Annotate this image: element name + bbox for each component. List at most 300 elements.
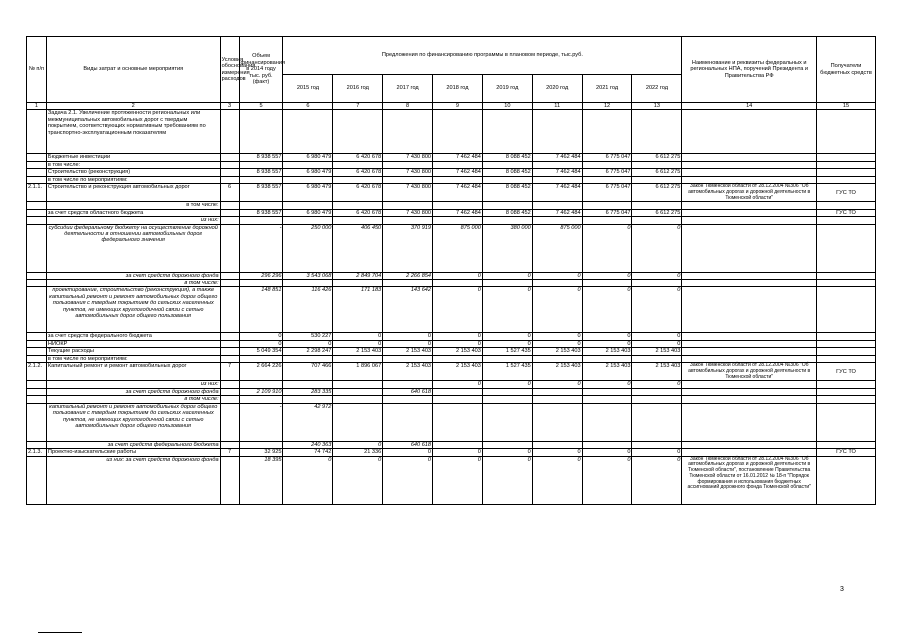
row-volume-2014 [239,217,283,224]
row-recipient [817,217,876,224]
row-volume-2014 [239,110,283,154]
row-year-value [333,381,383,388]
table-row [27,110,876,154]
row-year-value [582,110,632,154]
row-year-value: 171 183 [333,287,383,333]
row-year-value: 0 [532,449,582,456]
row-year-value [632,388,682,395]
row-name: из них: [46,217,220,224]
row-year-value [582,217,632,224]
table-row [27,441,876,448]
table-row [27,209,876,216]
row-year-value: 2 153 403 [582,348,632,355]
row-year-value: 42 972 [283,403,333,441]
row-year-value: 6 420 678 [333,184,383,202]
row-name: в том числе: [46,202,220,209]
row-year-value: 0 [433,340,483,347]
row-recipient [817,224,876,272]
row-condition [220,456,239,504]
row-year-value: 0 [582,340,632,347]
row-year-value [582,441,632,448]
row-year-value: 8 088 452 [482,184,532,202]
row-name: проектирование, строительство (реконструкция), а также капитальный ремонт и ремонт автомобильных дорог общего пользования с твердым покрытием до сельских населенных пунктов, не имеющих круглогодичной связи с сетью автомобильных дорог общего пользования [46,287,220,333]
table-row [27,154,876,161]
row-year-value [632,280,682,287]
row-year-value [283,396,333,403]
column-number: 13 [632,103,682,110]
row-year-value: 7 462 484 [433,154,483,161]
row-volume-2014: 8 938 557 [239,184,283,202]
row-npa [682,449,817,456]
row-year-value: 7 462 484 [532,169,582,176]
year-header: 2017 год [383,75,433,103]
row-year-value [383,403,433,441]
row-year-value: 6 420 678 [333,169,383,176]
row-number [27,224,47,272]
row-name: за счет средств областного бюджета [46,209,220,216]
row-name: НИОКР [46,340,220,347]
row-year-value [433,176,483,183]
row-npa [682,161,817,168]
column-number: 8 [383,103,433,110]
row-year-value: 0 [532,381,582,388]
header-proposals: Предложения по финансированию программы в плановом периоде, тыс.руб. [283,37,682,75]
row-npa [682,340,817,347]
row-year-value: 640 618 [383,388,433,395]
row-npa [682,333,817,340]
row-year-value [283,381,333,388]
row-year-value: 0 [582,272,632,279]
row-year-value [433,355,483,362]
column-number: 6 [283,103,333,110]
table-row [27,184,876,202]
row-year-value: 0 [433,456,483,504]
row-number: 2.1.3. [27,449,47,456]
table-row [27,449,876,456]
row-year-value: 6 612 275 [632,209,682,216]
row-year-value [433,280,483,287]
row-year-value [283,161,333,168]
row-year-value: 7 430 800 [383,169,433,176]
row-year-value: 0 [482,449,532,456]
table-row [27,388,876,395]
row-recipient [817,441,876,448]
table-row [27,280,876,287]
row-year-value [433,388,483,395]
row-year-value [333,202,383,209]
column-number: 5 [239,103,283,110]
row-year-value: 250 000 [283,224,333,272]
header-npa: Наименование и реквизиты федеральных и региональных НПА, поручений Президента и Правительства РФ [682,37,817,103]
column-number: 9 [433,103,483,110]
row-year-value [632,441,682,448]
row-year-value: 6 612 275 [632,169,682,176]
row-year-value [532,110,582,154]
row-volume-2014 [239,441,283,448]
row-npa [682,154,817,161]
budget-table-sheet [26,36,876,505]
row-year-value: 0 [632,340,682,347]
row-year-value: 0 [383,449,433,456]
row-recipient [817,355,876,362]
row-condition [220,396,239,403]
row-condition [220,161,239,168]
row-year-value: 0 [433,287,483,333]
row-year-value: 7 430 800 [383,209,433,216]
row-year-value [632,396,682,403]
row-year-value: 8 088 452 [482,169,532,176]
row-year-value [482,355,532,362]
table-row [27,381,876,388]
row-year-value [632,202,682,209]
row-year-value [582,396,632,403]
row-year-value: 0 [632,287,682,333]
row-name: Проектно-изыскательские работы [46,449,220,456]
row-number [27,381,47,388]
header-recipients: Получатели бюджетных средств [817,37,876,103]
row-name: в том числе: [46,396,220,403]
row-year-value [632,110,682,154]
row-condition [220,224,239,272]
row-year-value: 0 [582,287,632,333]
row-year-value [532,202,582,209]
row-recipient [817,381,876,388]
row-year-value: 7 430 800 [383,154,433,161]
row-year-value [632,355,682,362]
row-year-value [482,202,532,209]
row-name: за счет средств федерального бюджета [46,441,220,448]
row-year-value: 7 462 484 [532,154,582,161]
row-year-value: 875 000 [532,224,582,272]
row-year-value: 6 612 275 [632,184,682,202]
row-volume-2014: - [239,403,283,441]
row-year-value: 0 [632,224,682,272]
row-year-value: 0 [482,333,532,340]
row-year-value [333,388,383,395]
row-year-value [532,280,582,287]
row-recipient [817,396,876,403]
row-npa [682,280,817,287]
row-name: из них: за счет средств дорожного фонда [46,456,220,504]
row-year-value [283,355,333,362]
row-year-value: 2 153 403 [333,348,383,355]
row-year-value: 2 153 403 [383,348,433,355]
row-year-value: 0 [582,456,632,504]
row-year-value [532,355,582,362]
table-row [27,396,876,403]
row-number: 2.1.2. [27,363,47,381]
row-year-value: 7 462 484 [433,169,483,176]
row-npa [682,224,817,272]
row-number [27,202,47,209]
row-recipient [817,456,876,504]
row-name: капитальный ремонт и ремонт автомобильных дорог общего пользования с твердым покрытием до сельских населенных пунктов, не имеющих круглогодичной связи с сетью автомобильных дорог общего пользования [46,403,220,441]
row-condition [220,403,239,441]
row-condition: 7 [220,449,239,456]
row-condition [220,176,239,183]
row-year-value: 0 [632,272,682,279]
column-number-row [27,103,876,110]
row-condition [220,333,239,340]
row-year-value: 6 980 479 [283,209,333,216]
row-year-value [532,403,582,441]
row-year-value: 6 612 275 [632,154,682,161]
table-row [27,272,876,279]
header-cond: Условия обоснования измерения расходов [220,37,239,103]
row-year-value: 0 [582,449,632,456]
row-recipient [817,348,876,355]
row-npa [682,202,817,209]
row-npa: Закон Тюменской области от 28.12.2004 №306 "Об автомобильных дорогах и дорожной деятельности в Тюменской области", постановление Правительства Тюменской области от 16.01.2012 № 18-п "Порядок формирования и использования бюджетных ассигнований дорожного фонда Тюменской области" [682,456,817,504]
row-number [27,287,47,333]
row-year-value [333,110,383,154]
row-year-value: 0 [383,456,433,504]
row-year-value: 0 [482,287,532,333]
row-year-value [482,161,532,168]
table-row [27,161,876,168]
row-npa [682,381,817,388]
row-npa [682,348,817,355]
row-year-value: 283 335 [283,388,333,395]
row-volume-2014: 2 664 226 [239,363,283,381]
row-year-value: 2 298 247 [283,348,333,355]
row-volume-2014 [239,396,283,403]
row-year-value [582,280,632,287]
row-year-value [283,202,333,209]
row-number [27,110,47,154]
row-year-value [532,217,582,224]
row-volume-2014 [239,202,283,209]
row-year-value: 0 [433,449,483,456]
row-volume-2014 [239,280,283,287]
row-recipient [817,272,876,279]
row-volume-2014: 8 938 557 [239,169,283,176]
row-number [27,161,47,168]
row-year-value [283,280,333,287]
table-row [27,202,876,209]
row-recipient [817,169,876,176]
row-year-value: 6 775 047 [582,154,632,161]
row-number [27,456,47,504]
row-condition: 6 [220,184,239,202]
row-name: в том числе по мероприятиям: [46,355,220,362]
row-condition [220,209,239,216]
row-recipient [817,161,876,168]
row-year-value [383,381,433,388]
row-year-value: 0 [433,272,483,279]
row-year-value: 6 980 479 [283,169,333,176]
row-year-value: 380 000 [482,224,532,272]
row-name: субсидии федеральному бюджету на осуществление дорожной деятельности в отношении автомобильных дорог федерального значения [46,224,220,272]
row-npa [682,388,817,395]
row-year-value [582,202,632,209]
row-year-value: 2 153 403 [582,363,632,381]
row-condition [220,154,239,161]
row-volume-2014: 2 109 910 [239,388,283,395]
row-year-value: 0 [582,381,632,388]
row-year-value [383,110,433,154]
row-recipient [817,388,876,395]
row-recipient: ГУС ТО [817,209,876,216]
row-year-value [283,110,333,154]
row-recipient: ГУС ТО [817,184,876,202]
row-npa: Закон Тюменской области от 28.12.2004 №306 "Об автомобильных дорогах и дорожной деятельности в Тюменской области" [682,363,817,381]
year-header: 2022 год [632,75,682,103]
row-condition: 7 [220,363,239,381]
row-number [27,388,47,395]
year-header: 2020 год [532,75,582,103]
row-recipient [817,176,876,183]
row-year-value: 0 [433,333,483,340]
row-year-value [333,396,383,403]
row-number [27,403,47,441]
row-year-value: 7 462 484 [532,184,582,202]
row-year-value: 0 [383,340,433,347]
row-year-value [582,388,632,395]
row-year-value [632,217,682,224]
year-header: 2019 год [482,75,532,103]
row-year-value [582,355,632,362]
row-year-value: 0 [532,340,582,347]
budget-table [26,36,876,505]
column-number: 3 [220,103,239,110]
row-recipient [817,340,876,347]
column-number: 15 [817,103,876,110]
row-year-value [433,441,483,448]
row-year-value: 0 [283,340,333,347]
row-year-value: 0 [482,272,532,279]
row-year-value [283,176,333,183]
row-year-value: 0 [632,333,682,340]
row-recipient [817,202,876,209]
row-year-value: 640 618 [383,441,433,448]
table-row [27,169,876,176]
row-year-value: 2 153 403 [632,348,682,355]
header-row-1 [27,37,876,75]
row-year-value: 3 543 068 [283,272,333,279]
row-year-value: 0 [482,381,532,388]
row-volume-2014 [239,355,283,362]
row-year-value: 1 896 067 [333,363,383,381]
year-header: 2015 год [283,75,333,103]
row-condition [220,348,239,355]
row-year-value: 1 527 435 [482,363,532,381]
row-year-value [482,110,532,154]
row-year-value: 2 266 854 [383,272,433,279]
row-npa [682,287,817,333]
row-year-value: 6 420 678 [333,154,383,161]
row-year-value [283,217,333,224]
row-npa [682,403,817,441]
row-name: за счет средств федерального бюджета [46,333,220,340]
row-year-value: 406 450 [333,224,383,272]
header-volume: Объем финансирования в 2014 году тыс. руб. (факт) [239,37,283,103]
row-volume-2014: 296 296 [239,272,283,279]
row-recipient: ГУС ТО [817,449,876,456]
row-number [27,154,47,161]
row-npa [682,217,817,224]
row-condition [220,280,239,287]
row-npa [682,272,817,279]
row-year-value: 7 462 484 [532,209,582,216]
row-condition [220,441,239,448]
column-number: 2 [46,103,220,110]
row-year-value [482,441,532,448]
row-condition [220,169,239,176]
row-volume-2014: 0 [239,333,283,340]
column-number: 14 [682,103,817,110]
row-recipient: ГУС ТО [817,363,876,381]
row-year-value: 2 153 403 [532,363,582,381]
row-year-value [482,388,532,395]
row-number [27,333,47,340]
row-year-value: 2 153 403 [383,363,433,381]
table-row [27,287,876,333]
column-number: 12 [582,103,632,110]
row-year-value: 7 462 484 [433,209,483,216]
row-year-value: 707 466 [283,363,333,381]
table-row [27,456,876,504]
row-year-value: 0 [632,381,682,388]
row-name: за счет средств дорожного фонда [46,272,220,279]
row-volume-2014 [239,381,283,388]
row-year-value [433,396,483,403]
row-year-value [482,217,532,224]
footnote-divider [38,632,82,633]
row-volume-2014: 8 938 557 [239,209,283,216]
row-year-value [632,161,682,168]
row-year-value: 2 153 403 [532,348,582,355]
row-year-value: 240 363 [283,441,333,448]
page-number: 3 [840,586,844,593]
row-year-value [383,396,433,403]
row-year-value: 0 [582,333,632,340]
row-year-value [433,110,483,154]
row-name: Капитальный ремонт и ремонт автомобильных дорог [46,363,220,381]
row-year-value: 6 980 479 [283,154,333,161]
row-year-value: 2 849 704 [333,272,383,279]
row-npa: Закон Тюменской области от 28.12.2004 №306 "Об автомобильных дорогах и дорожной деятельности в Тюменской области" [682,184,817,202]
row-year-value: 0 [532,287,582,333]
row-condition [220,340,239,347]
row-year-value [582,176,632,183]
row-name: из них: [46,381,220,388]
table-row [27,224,876,272]
row-name: в том числе по мероприятиям: [46,176,220,183]
row-year-value [433,217,483,224]
row-year-value: 2 153 403 [433,363,483,381]
row-number [27,176,47,183]
column-number: 11 [532,103,582,110]
row-year-value [333,403,383,441]
row-volume-2014: 148 851 [239,287,283,333]
column-number: 7 [333,103,383,110]
row-volume-2014: - [239,224,283,272]
row-year-value [482,176,532,183]
row-year-value [433,161,483,168]
row-year-value: 530 227 [283,333,333,340]
row-npa [682,169,817,176]
row-year-value: 0 [532,456,582,504]
row-year-value: 0 [333,340,383,347]
row-year-value: 21 336 [333,449,383,456]
row-year-value: 7 462 484 [433,184,483,202]
row-year-value [532,388,582,395]
row-year-value [433,202,483,209]
row-year-value [532,441,582,448]
row-condition [220,217,239,224]
table-row [27,403,876,441]
